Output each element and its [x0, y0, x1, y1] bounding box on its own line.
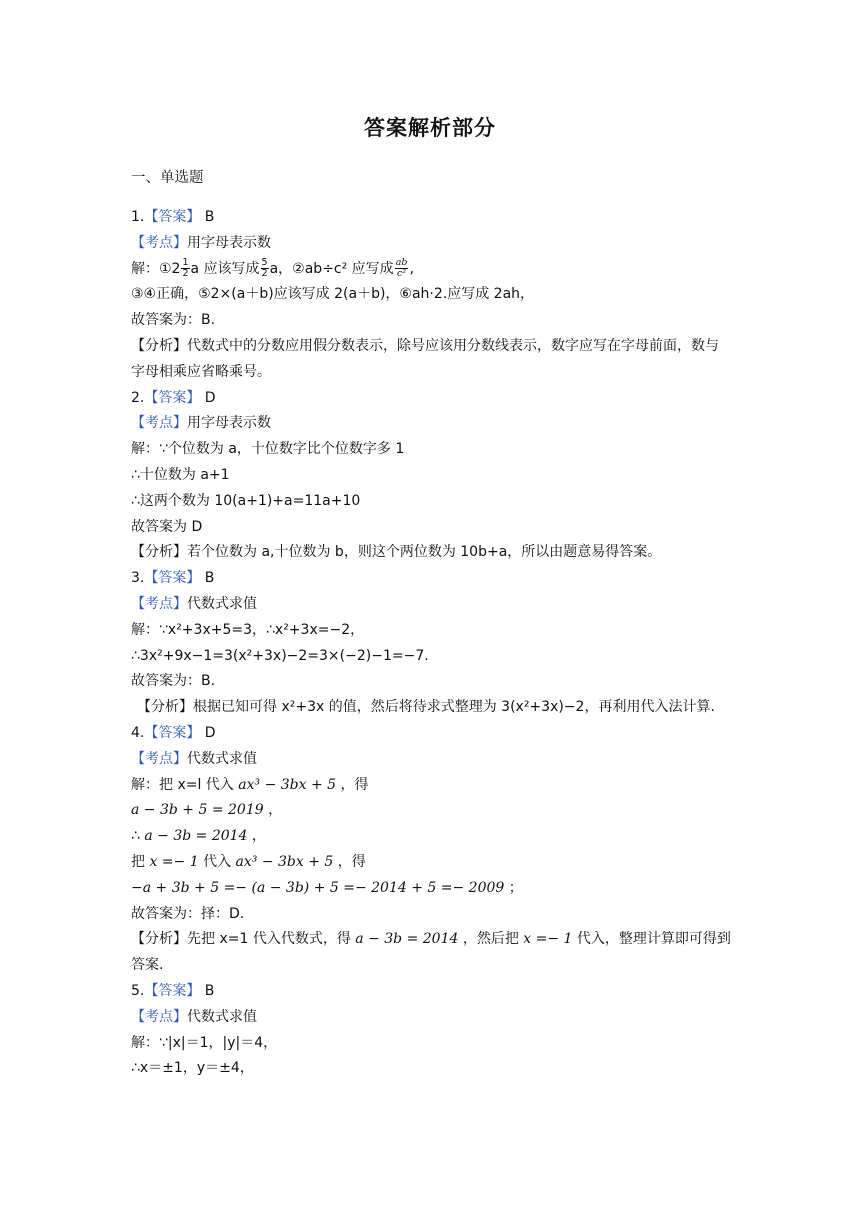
q4-analysis-text: 先把 x=1 代入代数式，得	[187, 931, 356, 948]
answer-tag: 【答案】	[144, 570, 201, 587]
q4-formula: a − 3b + 5 = 2019	[131, 802, 264, 819]
q4-formula: a − 3b = 2014	[355, 931, 459, 948]
fraction-denominator: c²	[396, 268, 407, 280]
q1-answer-value: B	[200, 209, 215, 225]
analysis-tag: 【分析】	[131, 931, 187, 948]
q4-text: 代入	[198, 853, 236, 870]
q3-analysis	[131, 695, 731, 721]
q4-text: ，	[263, 802, 283, 819]
q1-sol-part: a 应该写成	[190, 260, 260, 277]
q4-formula: x =− 1	[523, 931, 573, 948]
q2-answer-value: D	[200, 389, 216, 406]
q2-solution-line3: ∴这两个数为 10(a+1)+a=11a+10	[131, 492, 361, 509]
q3-conclusion: 故答案为：B.	[131, 673, 216, 690]
fraction-numerator: ab	[395, 257, 408, 269]
q3-knowledge-text: 代数式求值	[187, 595, 257, 612]
fraction-denominator: 2	[261, 268, 268, 280]
q3-knowledge-point	[131, 592, 731, 618]
answer-content	[131, 205, 731, 1082]
fraction-denominator: 2	[182, 268, 189, 280]
q2-analysis-text: 若个位数为 a,十位数为 b，则这个两位数为 10b+a，所以由题意易得答案。	[187, 544, 662, 561]
q4-formula: a − 3b = 2014	[144, 828, 248, 845]
q5-knowledge-point	[131, 1005, 731, 1031]
q1-conclusion: 故答案为：B.	[131, 312, 216, 329]
q4-formula: −a + 3b + 5 =− (a − 3b) + 5 =− 2014 + 5 =− 2009	[131, 879, 505, 896]
knowledge-tag: 【考点】	[131, 234, 187, 251]
q4-text: ，得	[336, 776, 369, 793]
q1-solution-line2: ③④正确，⑤2×(a＋b)应该写成 2(a＋b)，⑥ah·2.应写成 2ah，	[131, 286, 535, 303]
q2-conclusion: 故答案为 D	[131, 518, 203, 535]
q5-knowledge-text: 代数式求值	[187, 1008, 257, 1025]
answer-tag: 【答案】	[144, 389, 201, 406]
q4-analysis-text: 代入，整理计算即可得到答案.	[131, 931, 731, 974]
q4-analysis-text: ，然后把	[458, 931, 524, 948]
q2-knowledge-text: 用字母表示数	[187, 415, 271, 432]
q4-text: ∴	[131, 828, 145, 845]
q4-text: ，	[247, 828, 266, 845]
knowledge-tag: 【考点】	[131, 415, 187, 432]
fraction-numerator: 5	[261, 257, 268, 269]
q2-answer	[131, 386, 731, 412]
knowledge-tag: 【考点】	[131, 750, 187, 767]
q4-answer	[131, 721, 731, 747]
mixed-fraction	[181, 258, 189, 279]
q4-text: ，得	[333, 853, 366, 870]
q1-knowledge-point	[131, 231, 731, 257]
q4-solution-line2	[131, 798, 731, 824]
analysis-tag: 【分析】	[131, 544, 187, 561]
q3-number: 3.	[131, 570, 145, 587]
analysis-tag: 【分析】	[137, 699, 193, 716]
fraction-numerator: 1	[182, 257, 189, 269]
fraction	[395, 258, 409, 279]
q4-conclusion: 故答案为：择：D.	[131, 905, 245, 922]
answer-tag: 【答案】	[144, 982, 201, 999]
q3-analysis-text: 根据已知可得 x²+3x 的值，然后将待求式整理为 3(x²+3x)−2，再利用代入法计算.	[193, 699, 715, 716]
q2-number: 2.	[131, 389, 145, 406]
knowledge-tag: 【考点】	[131, 595, 187, 612]
fraction	[261, 258, 269, 279]
q1-solution-line1	[131, 257, 731, 283]
section-heading: 一、单选题	[131, 170, 204, 186]
q1-number: 1.	[131, 209, 145, 225]
q4-solution-line3	[131, 824, 731, 850]
q1-knowledge-text: 用字母表示数	[187, 234, 271, 251]
q5-solution-line1: 解：∵|x|＝1，|y|＝4，	[131, 1034, 278, 1051]
q4-formula: ax³ − 3bx + 5	[235, 853, 334, 870]
answer-tag: 【答案】	[144, 724, 201, 741]
q5-solution-line2: ∴x＝±1，y＝±4，	[131, 1060, 254, 1077]
q1-answer	[131, 205, 731, 231]
q4-knowledge-point	[131, 747, 731, 773]
q4-analysis	[131, 927, 731, 979]
q4-solution-line5	[131, 876, 731, 902]
q1-sol-part: ,	[409, 260, 414, 277]
q5-answer	[131, 979, 731, 1005]
q1-analysis	[131, 334, 731, 386]
q4-text: 解：把 x=l 代入	[131, 776, 239, 793]
q2-solution-line1	[131, 437, 731, 463]
q3-answer	[131, 566, 731, 592]
q4-solution-line1	[131, 773, 731, 799]
q4-text: ；	[504, 879, 523, 896]
q2-analysis	[131, 540, 731, 566]
q4-answer-value: D	[200, 724, 216, 741]
q5-answer-value: B	[200, 982, 215, 999]
q4-text: 把	[131, 853, 150, 870]
analysis-tag: 【分析】	[131, 337, 187, 354]
q3-solution-line2: ∴3x²+9x−1=3(x²+3x)−2=3×(−2)−1=−7.	[131, 647, 429, 664]
q2-l1: 解：∵个位数为 a，十位数字比个位数字多 1	[131, 441, 405, 458]
q4-solution-line4	[131, 850, 731, 876]
q4-knowledge-text: 代数式求值	[187, 750, 257, 767]
q3-solution-line1: 解：∵x²+3x+5=3，∴x²+3x=−2，	[131, 621, 365, 638]
q2-solution-line2: ∴十位数为 a+1	[131, 466, 230, 483]
q3-answer-value: B	[200, 570, 215, 587]
answer-tag: 【答案】	[144, 209, 201, 225]
q1-sol-part: 解：①2	[131, 260, 181, 277]
q1-sol-part: a，②ab÷c² 应写成	[269, 260, 394, 277]
q4-number: 4.	[131, 724, 145, 741]
knowledge-tag: 【考点】	[131, 1008, 187, 1025]
q1-analysis-text: 代数式中的分数应用假分数表示，除号应该用分数线表示，数字应写在字母前面，数与字母相乘应省略乘号。	[131, 337, 719, 380]
page-title: 答案解析部分	[364, 116, 496, 140]
q2-knowledge-point	[131, 411, 731, 437]
q4-formula: x =− 1	[149, 853, 199, 870]
q4-formula: ax³ − 3bx + 5	[238, 776, 337, 793]
q5-number: 5.	[131, 982, 145, 999]
